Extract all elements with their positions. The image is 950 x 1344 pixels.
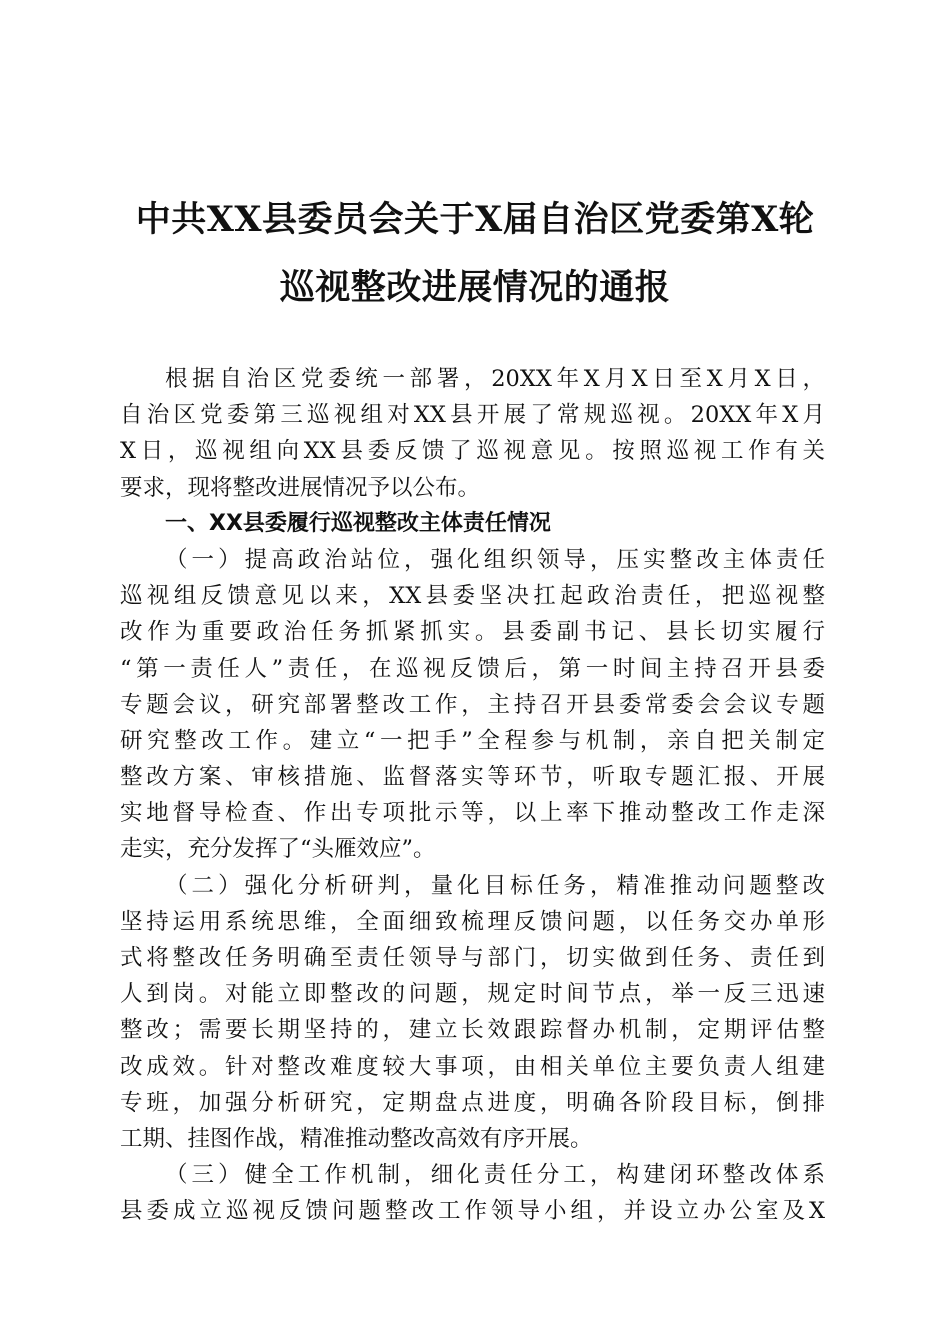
document-body xyxy=(120,361,825,1230)
paragraph-analysis xyxy=(120,868,825,1158)
paragraph-line: 专题会议，研究部署整改工作，主持召开县委常委会会议专题 xyxy=(120,691,825,718)
document-title-line-1: 中共XX县委员会关于X届自治区党委第X轮 xyxy=(135,199,815,240)
paragraph-political-stance xyxy=(120,542,825,868)
paragraph-line: 改成效。针对整改难度较大事项，由相关单位主要负责人组建 xyxy=(120,1053,825,1080)
paragraph-line: 根据自治区党委统一部署，20XX年X月X日至X月X日， xyxy=(165,366,825,392)
paragraph-line: （二）强化分析研判，量化目标任务，精准推动问题整改 xyxy=(165,872,825,899)
paragraph-line: 要求，现将整改进展情况予以公布。 xyxy=(120,474,481,501)
document-title-line-2: 巡视整改进展情况的通报 xyxy=(279,267,671,308)
paragraph-line: X日，巡视组向XX县委反馈了巡视意见。按照巡视工作有关 xyxy=(120,438,825,465)
paragraph-line: 工期、挂图作战，精准推动整改高效有序开展。 xyxy=(120,1125,593,1152)
paragraph-line: 改作为重要政治任务抓紧抓实。县委副书记、县长切实履行 xyxy=(120,619,825,646)
paragraph-line: 坚持运用系统思维，全面细致梳理反馈问题，以任务交办单形 xyxy=(120,908,825,935)
paragraph-line: （一）提高政治站位，强化组织领导，压实整改主体责任 xyxy=(165,546,825,573)
paragraph-line: 自治区党委第三巡视组对XX县开展了常规巡视。20XX年X月 xyxy=(120,402,825,429)
intro-paragraph xyxy=(120,361,825,506)
paragraph-line: 整改方案、审核措施、监督落实等环节，听取专题汇报、开展 xyxy=(120,764,825,791)
section-heading: 一、XX县委履行巡视整改主体责任情况 xyxy=(165,510,551,536)
paragraph-line: 县委成立巡视反馈问题整改工作领导小组，并设立办公室及X xyxy=(120,1198,825,1225)
paragraph-line: 式将整改任务明确至责任领导与部门，切实做到任务、责任到 xyxy=(120,945,825,971)
paragraph-line: 人到岗。对能立即整改的问题，规定时间节点，举一反三迅速 xyxy=(120,981,825,1008)
paragraph-line: 实地督导检查、作出专项批示等，以上率下推动整改工作走深 xyxy=(120,800,825,827)
paragraph-line: “第一责任人”责任，在巡视反馈后，第一时间主持召开县委 xyxy=(120,655,825,682)
paragraph-line: （三）健全工作机制，细化责任分工，构建闭环整改体系 xyxy=(165,1162,825,1189)
paragraph-line: 走实，充分发挥了“头雁效应”。 xyxy=(120,836,436,863)
paragraph-line: 整改；需要长期坚持的，建立长效跟踪督办机制，定期评估整 xyxy=(120,1017,825,1044)
paragraph-line: 专班，加强分析研究，定期盘点进度，明确各阶段目标，倒排 xyxy=(120,1089,825,1116)
paragraph-mechanism xyxy=(120,1157,825,1229)
paragraph-line: 巡视组反馈意见以来，XX县委坚决扛起政治责任，把巡视整 xyxy=(120,583,825,610)
paragraph-line: 研究整改工作。建立“一把手”全程参与机制，亲自把关制定 xyxy=(120,727,825,754)
